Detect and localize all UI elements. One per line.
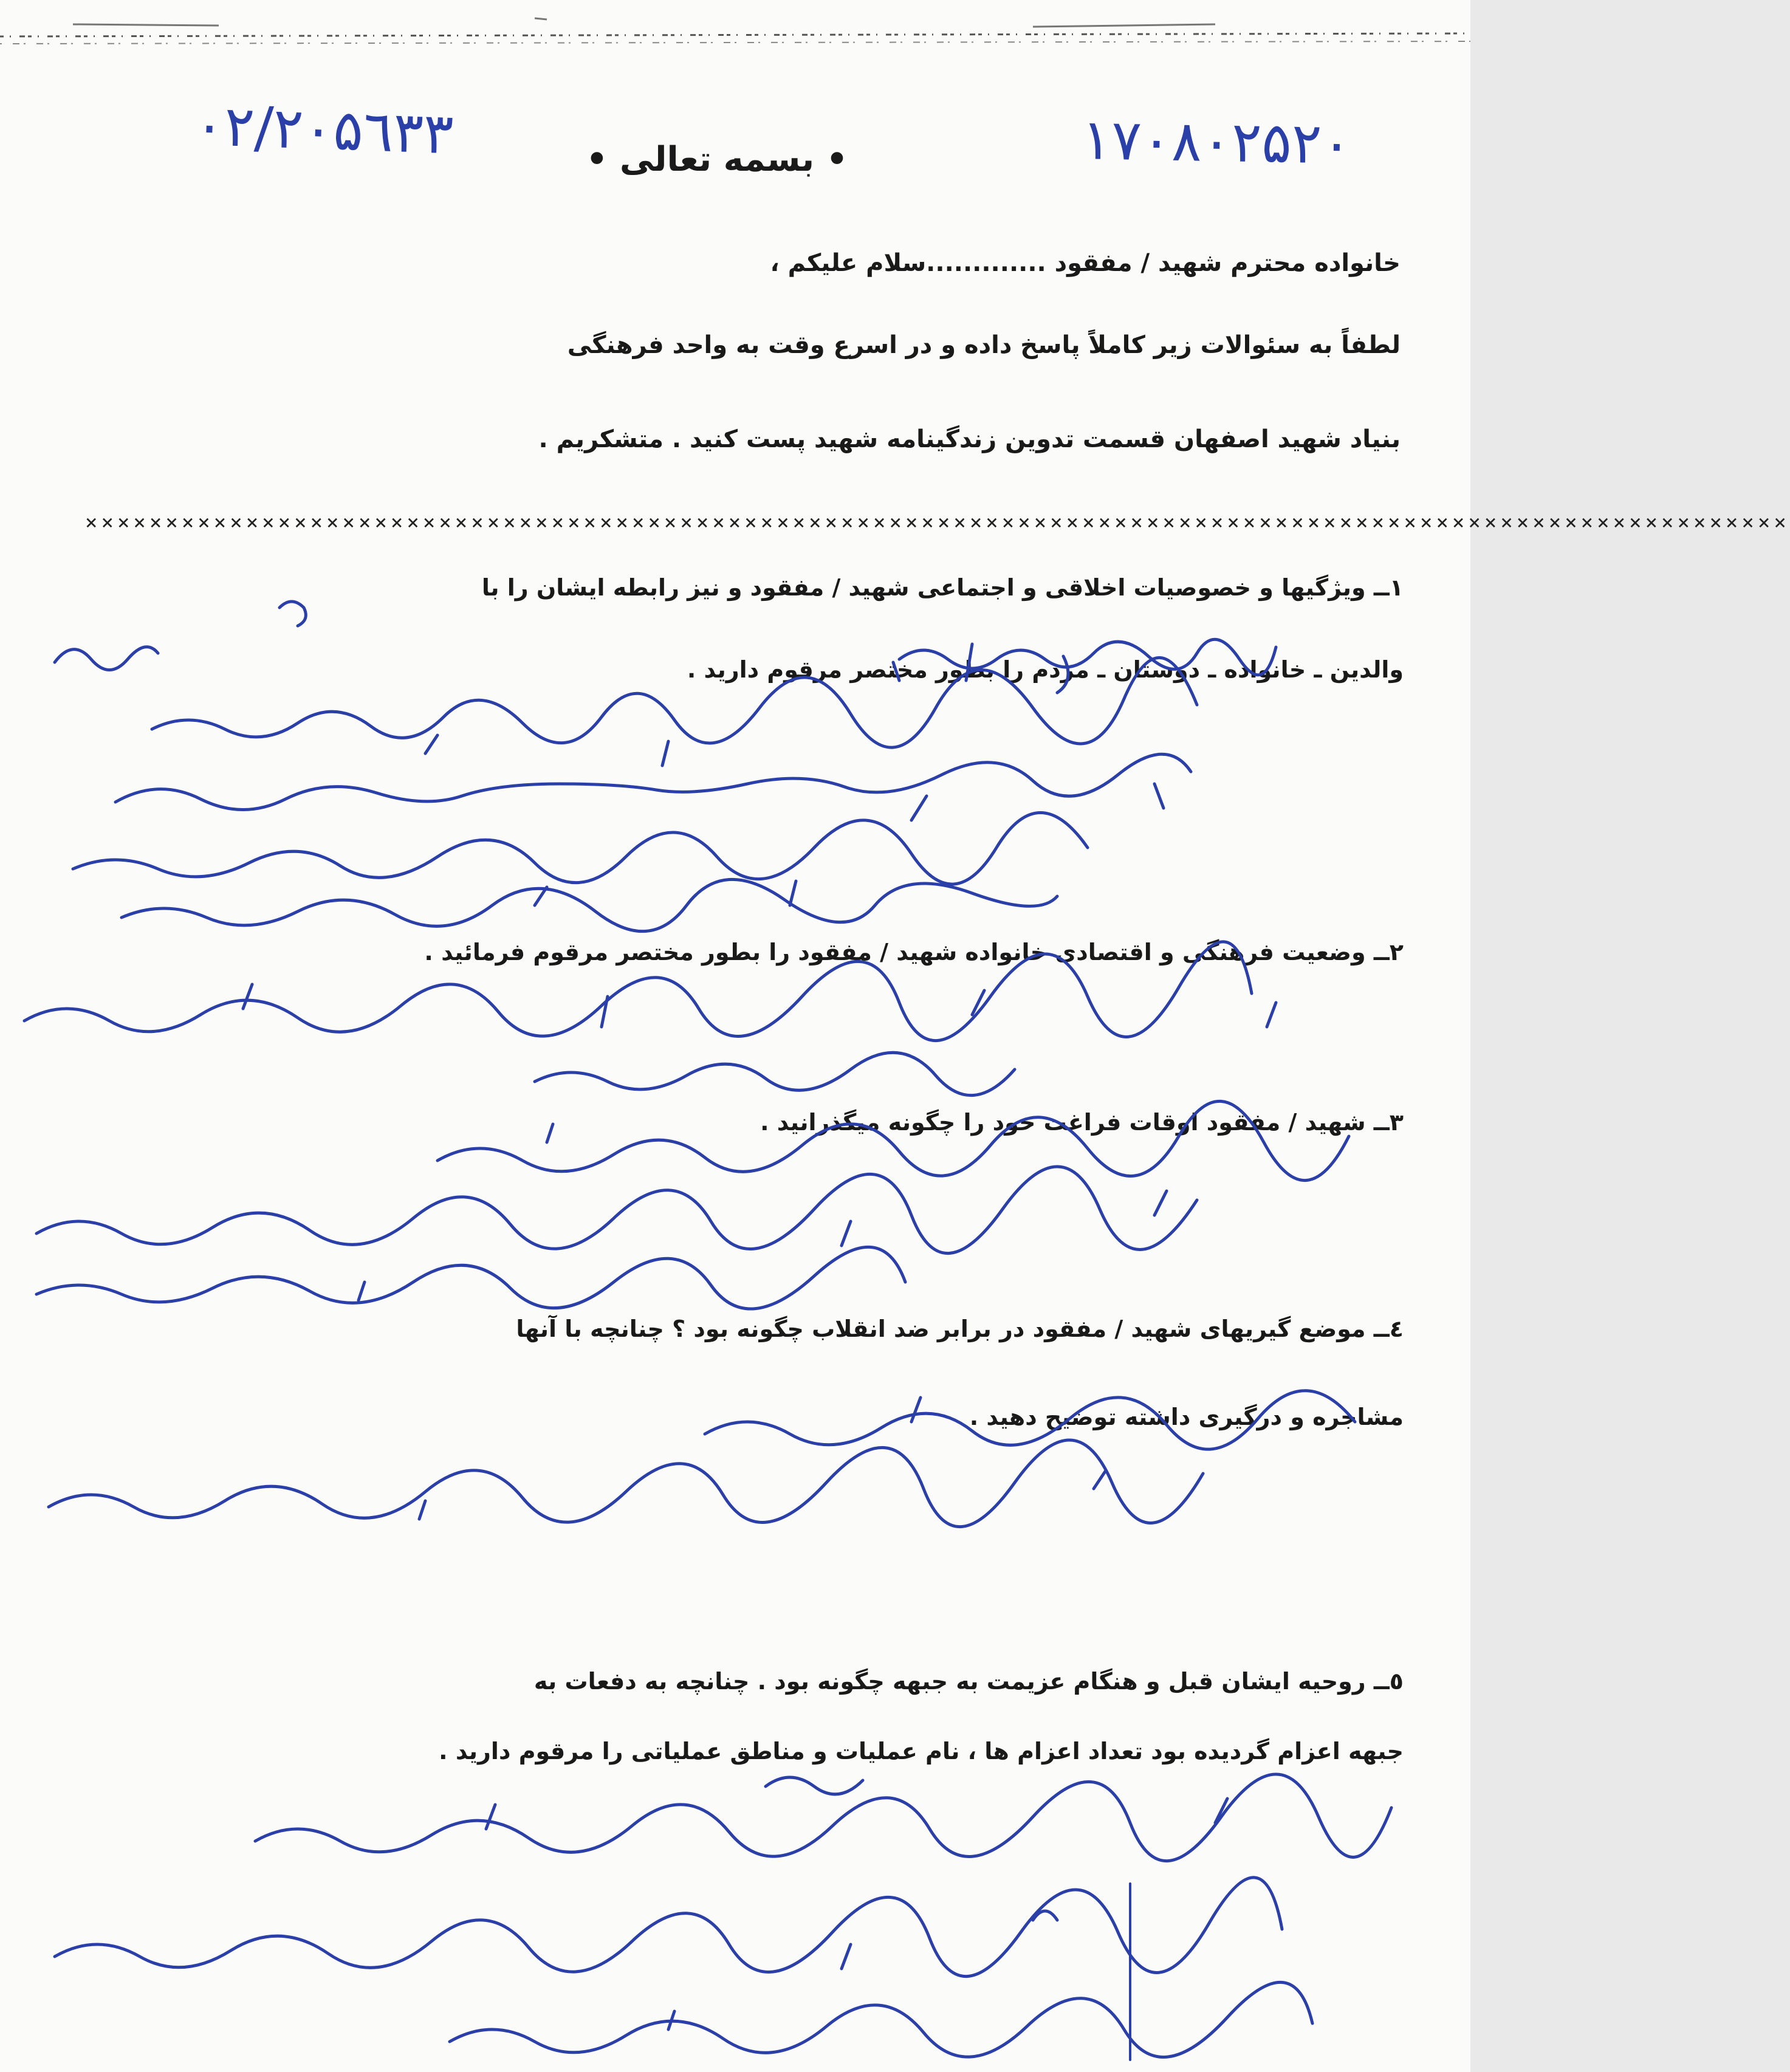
scan-edge-noise [0,0,1470,49]
answer-4-handwriting [0,1367,1470,1525]
separator-line: ×××××××××××××××××××××××××××××××××××××××××××××××××××××××××××××××××××××××××××××××××××××××××××××××××××××××××× [85,510,1790,535]
answer-3-handwriting [0,1118,1470,1312]
question-1-line-1: ١ــ ویژگیها و خصوصیات اخلاقی و اجتماعی شهید / مفقود و نیز رابطه ایشان را با [481,574,1404,601]
question-5-line-1: ٥ــ روحیه ایشان قبل و هنگام عزیمت به جبهه چگونه بود . چنانچه به دفعات به [533,1668,1404,1695]
question-5-line-2: جبهه اعزام گردیده بود تعداد اعزام ها ، نام عملیات و مناطق عملیاتی را مرقوم دارید . [439,1738,1404,1765]
answer-1-handwriting [0,602,1470,942]
question-4-line-2: مشاجره و درگیری داشته توضیح دهید . [969,1404,1404,1430]
file-number-left: ٠٢/٢٠۵٦٣٣ [193,92,455,167]
question-4-line-1: ٤ــ موضع گیریهای شهید / مفقود در برابر ضد انقلاب چگونه بود ؟ چنانچه با آنها [516,1316,1404,1342]
intro-line-3: بنیاد شهید اصفهان قسمت تدوین زندگینامه شهید پست کنید . متشکریم . [538,425,1401,453]
basmala-heading: • بسمه تعالی • [586,140,848,179]
file-number-right: ١٧٠٨٠٢۵٢٠ [1081,107,1353,177]
intro-line-2: لطفاً به سئوالات زیر کاملاً پاسخ داده و در اسرع وقت به واحد فرهنگی [567,331,1401,359]
question-2-line-1: ٢ــ وضعیت فرهنگی و اقتصادی خانواده شهید / مفقود را بطور مختصر مرقوم فرمائید . [424,939,1404,966]
answer-5-handwriting [0,1762,1470,2072]
answer-2-handwriting [0,960,1470,1112]
question-1-line-2: والدین ـ خانواده ـ دوستان ـ مردم را بطور مختصر مرقوم دارید . [687,656,1404,683]
intro-line-1: خانواده محترم شهید / مفقود .............سلام علیکم ، [770,249,1401,277]
question-3-line-1: ٣ــ شهید / مفقود اوقات فراغت خود را چگونه میگذرانید . [760,1109,1404,1136]
